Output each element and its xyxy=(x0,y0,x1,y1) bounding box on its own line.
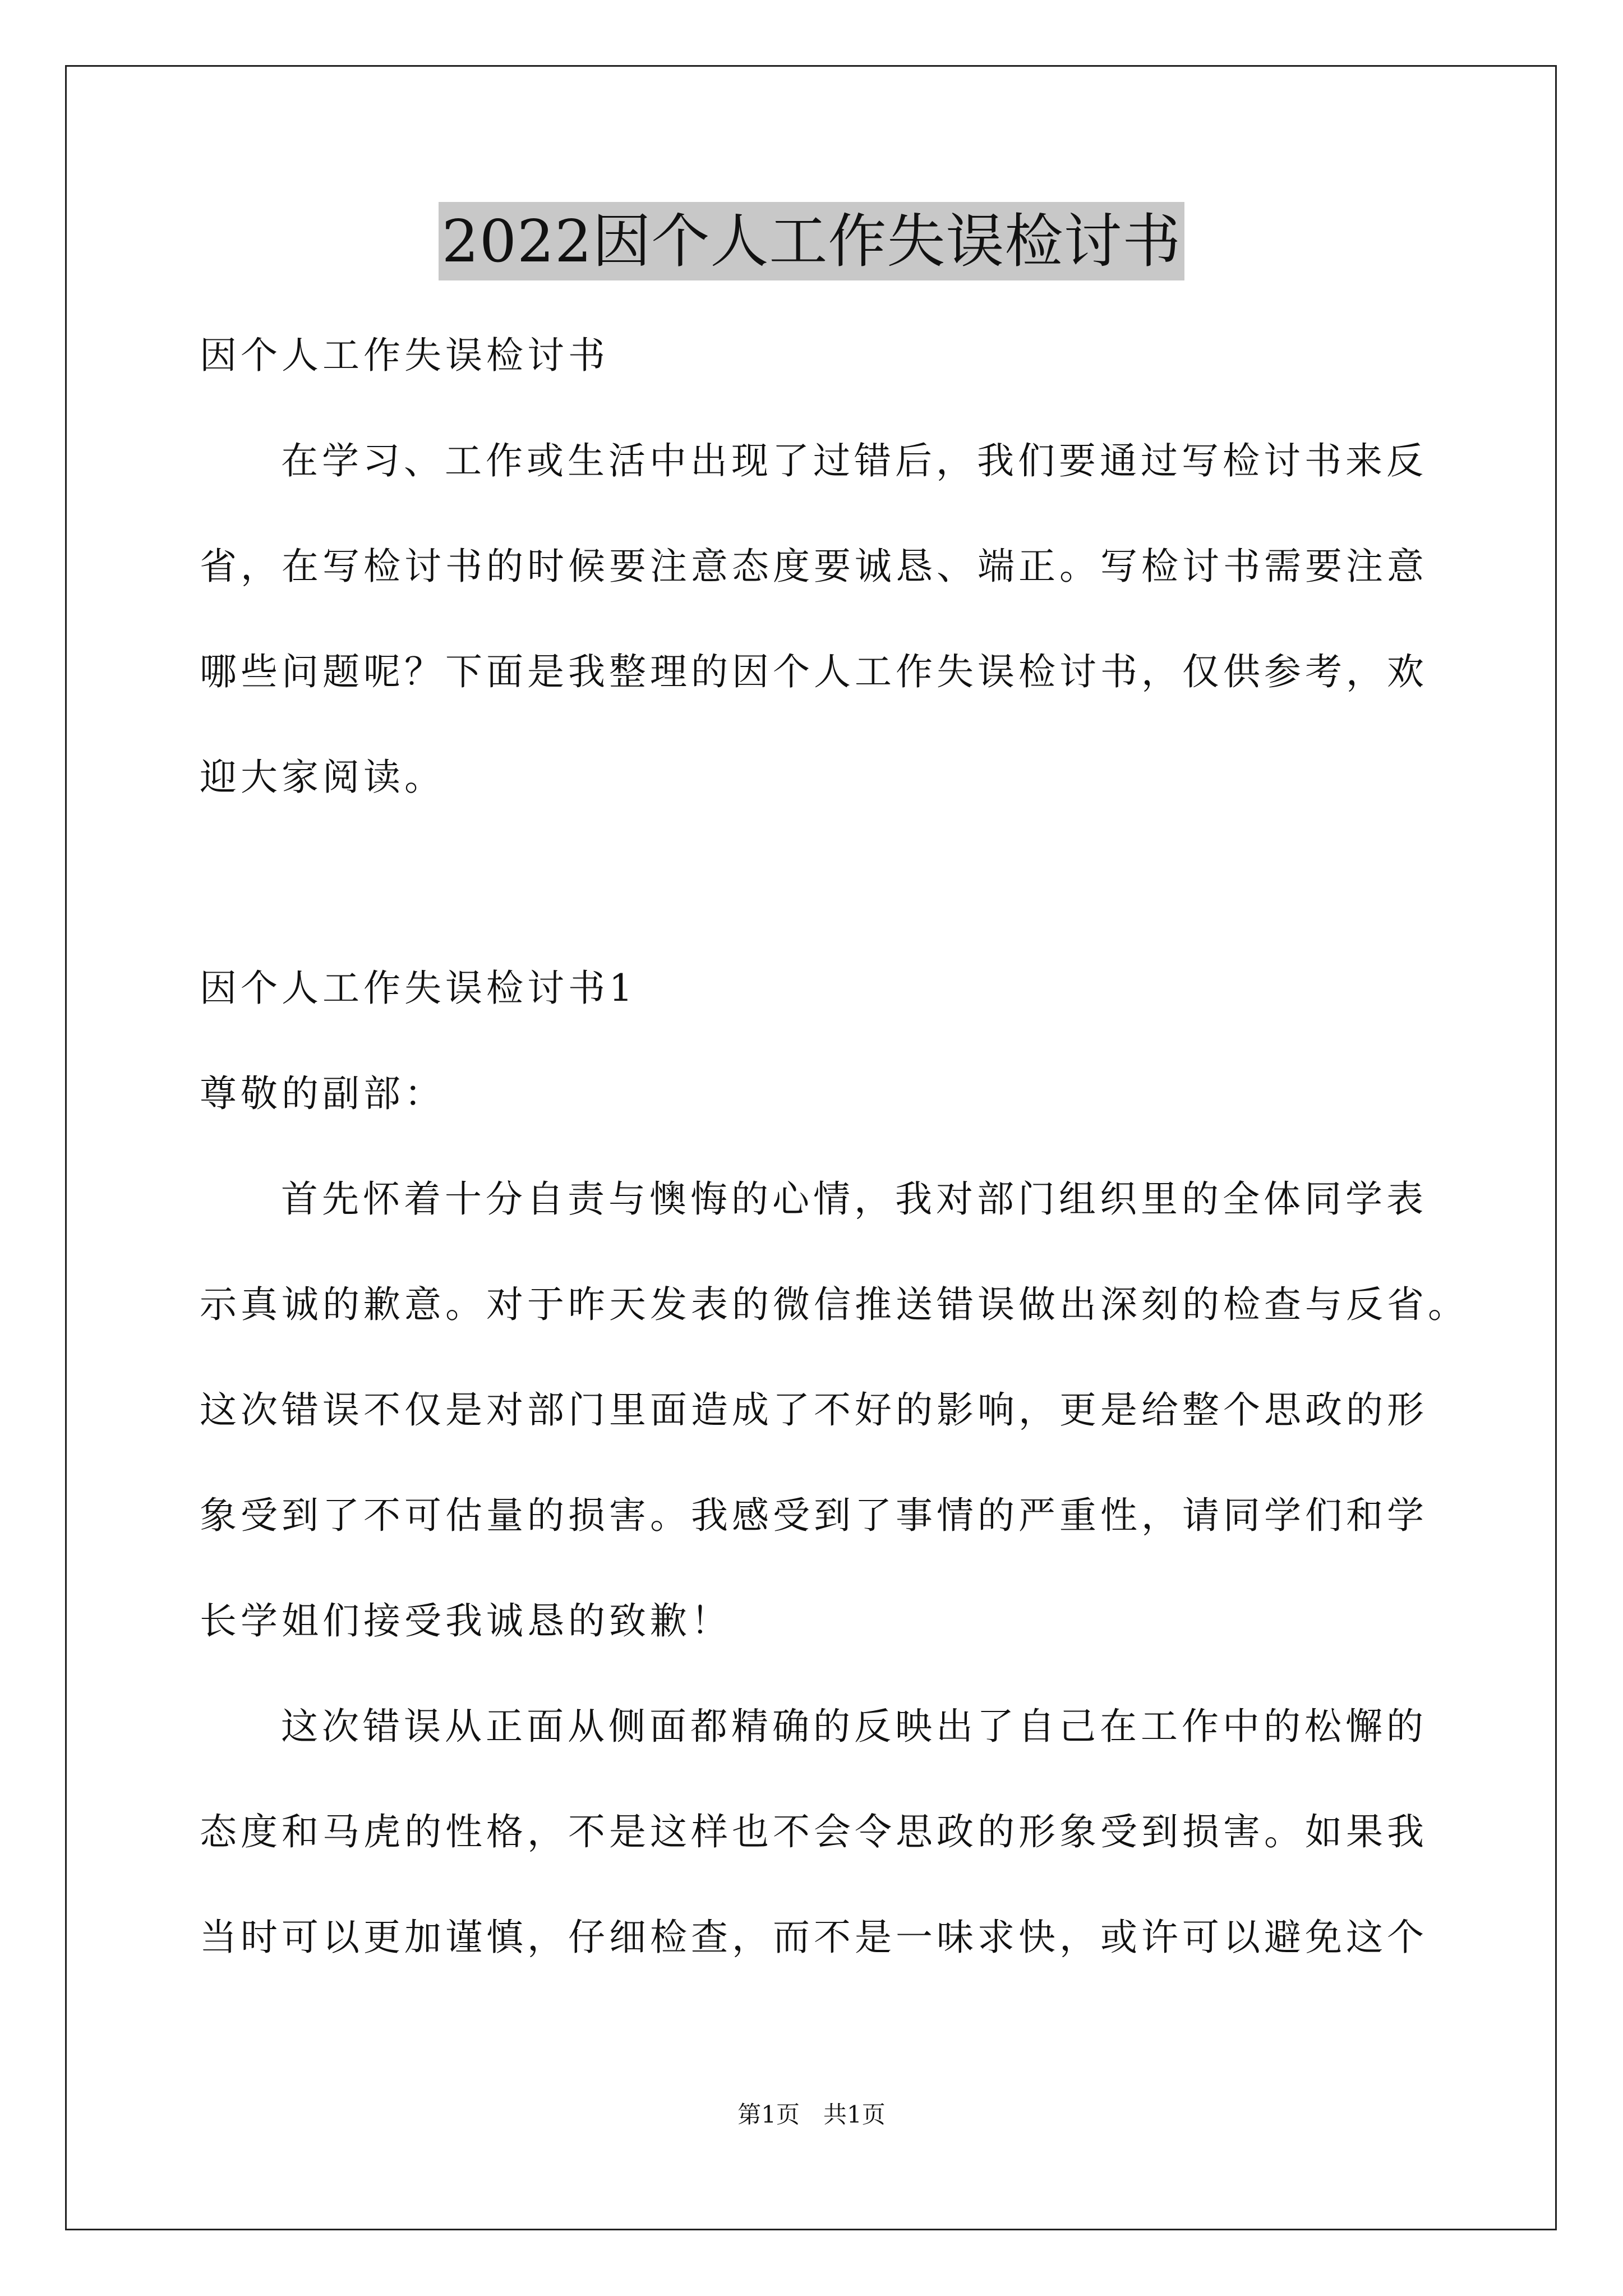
title-wrap xyxy=(0,202,1623,280)
blank-line xyxy=(200,830,1433,936)
paragraph-line: 迎大家阅读。 xyxy=(200,756,445,799)
paragraph-line: 象受到了不可估量的损害。我感受到了事情的严重性，请同学们和学 xyxy=(200,1494,1428,1537)
page-footer: 第1页 共1页 xyxy=(737,2101,886,2128)
subtitle-line: 因个人工作失误检讨书 xyxy=(200,334,609,377)
paragraph-line: 省，在写检讨书的时候要注意态度要诚恳、端正。写检讨书需要注意 xyxy=(200,545,1428,588)
paragraph-line: 长学姐们接受我诚恳的致歉！ xyxy=(200,1599,732,1642)
paragraph-line: 哪些问题呢？下面是我整理的因个人工作失误检讨书，仅供参考，欢 xyxy=(200,650,1428,693)
section-heading: 因个人工作失误检讨书1 xyxy=(200,967,637,1010)
paragraph-line: 示真诚的歉意。对于昨天发表的微信推送错误做出深刻的检查与反省。 xyxy=(200,1283,1469,1326)
document-title: 2022因个人工作失误检讨书 xyxy=(439,202,1185,280)
paragraph-line: 在学习、工作或生活中出现了过错后，我们要通过写检讨书来反 xyxy=(281,439,1427,482)
paragraph-line: 这次错误从正面从侧面都精确的反映出了自己在工作中的松懈的 xyxy=(281,1705,1427,1748)
paragraph-line: 首先怀着十分自责与懊悔的心情，我对部门组织里的全体同学表 xyxy=(281,1177,1427,1221)
document-body xyxy=(200,303,1469,1990)
paragraph-line: 态度和马虎的性格，不是这样也不会令思政的形象受到损害。如果我 xyxy=(200,1810,1428,1853)
salutation: 尊敬的副部： xyxy=(200,1072,445,1115)
paragraph-line: 当时可以更加谨慎，仔细检查，而不是一味求快，或许可以避免这个 xyxy=(200,1916,1428,1959)
paragraph-line: 这次错误不仅是对部门里面造成了不好的影响，更是给整个思政的形 xyxy=(200,1388,1428,1432)
